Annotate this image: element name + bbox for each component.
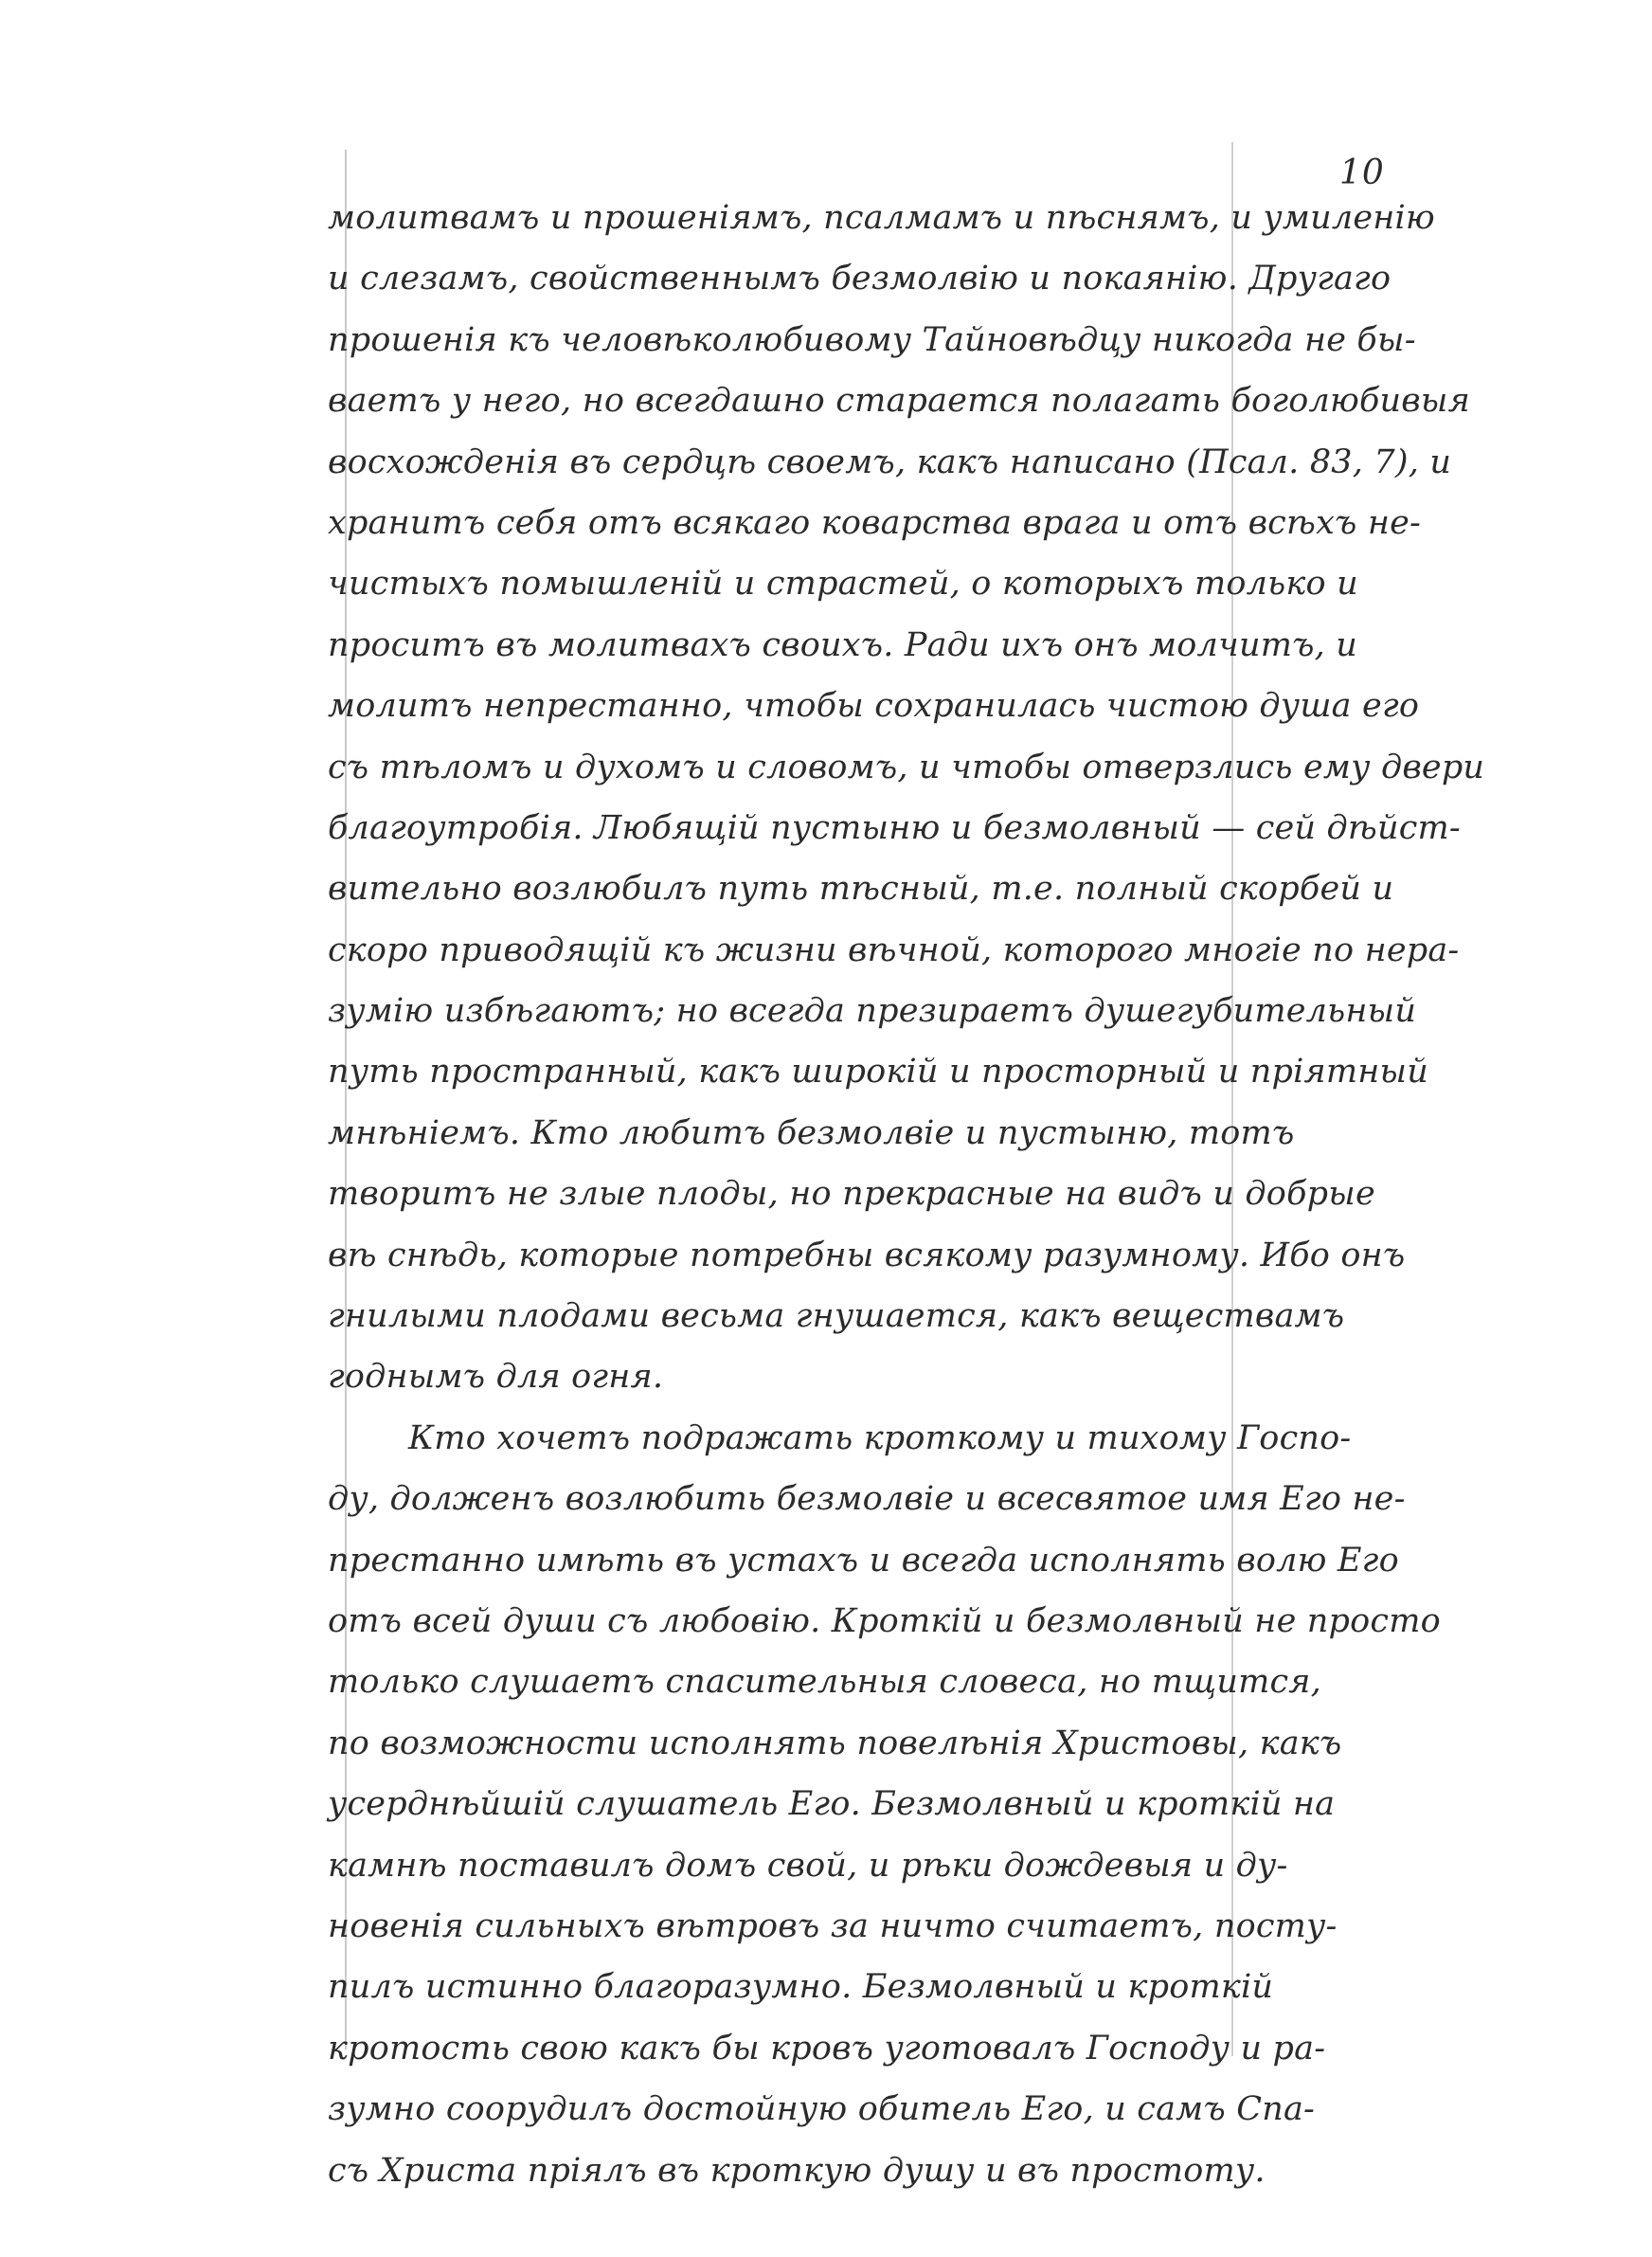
text-line: съ тѣломъ и духомъ и словомъ, и чтобы отверзлись ему двери xyxy=(328,748,1485,786)
text-line: молитъ непрестанно, чтобы сохранилась чистою душа его xyxy=(328,687,1420,726)
text-line: престанно имѣть въ устахъ и всегда исполнять волю Его xyxy=(328,1541,1399,1580)
text-line: гнилыми плодами весьма гнушается, какъ веществамъ xyxy=(328,1297,1345,1336)
text-line: зумію избѣгаютъ; но всегда презираетъ душегубительный xyxy=(328,992,1417,1031)
text-line: новенія сильныхъ вѣтровъ за ничто считаетъ, посту- xyxy=(328,1906,1338,1945)
page-number: 10 xyxy=(1339,153,1385,192)
text-line: благоутробія. Любящій пустыню и безмолвный — сей дѣйст- xyxy=(328,808,1461,847)
text-line: зумно соорудилъ достойную обитель Его, и самъ Спа- xyxy=(328,2090,1316,2129)
text-line: восхожденія въ сердцѣ своемъ, какъ написано (Псал. 83, 7), и xyxy=(328,442,1452,481)
text-line: проситъ въ молитвахъ своихъ. Ради ихъ онъ молчитъ, и xyxy=(328,625,1358,664)
text-line: мнѣнiемъ. Кто любитъ безмолвіе и пустыню, тотъ xyxy=(328,1113,1295,1152)
text-line: ваетъ у него, но всегдашно старается полагать боголюбивыя xyxy=(328,382,1470,421)
text-line: молитвамъ и прошеніямъ, псалмамъ и пѣснямъ, и умиленію xyxy=(328,199,1435,237)
paragraph-start-line: Кто хочетъ подражать кроткому и тихому Госпо- xyxy=(408,1418,1352,1457)
text-line: усерднѣйшій слушатель Его. Безмолвный и кроткій на xyxy=(328,1785,1336,1824)
text-line: творитъ не злые плоды, но прекрасные на видъ и добрые xyxy=(328,1175,1375,1214)
text-line: скоро приводящій къ жизни вѣчной, которого многіе по нера- xyxy=(328,930,1460,969)
text-line: пилъ истинно благоразумно. Безмолвный и кроткій xyxy=(328,1968,1274,2007)
text-line: годнымъ для огня. xyxy=(328,1358,664,1397)
text-line: вѣ снѣдь, которые потребны всякому разумному. Ибо онъ xyxy=(328,1236,1406,1274)
text-line: камнѣ поставилъ домъ свой, и рѣки дождевыя и ду- xyxy=(328,1846,1288,1885)
handwritten-text-block xyxy=(328,188,1485,2201)
text-line: путь пространный, какъ широкій и просторный и пріятный xyxy=(328,1053,1429,1092)
text-line: кротость свою какъ бы кровъ уготовалъ Господу и ра- xyxy=(328,2029,1326,2067)
text-line: и слезамъ, свойственнымъ безмолвію и покаянію. Другаго xyxy=(328,260,1392,298)
text-line: по возможности исполнять повелѣнія Христовы, какъ xyxy=(328,1724,1342,1762)
text-line: вительно возлюбилъ путь тѣсный, т.е. полный скорбей и xyxy=(328,870,1394,909)
text-line: хранитъ себя отъ всякаго коварства врага и отъ всѣхъ не- xyxy=(328,503,1422,542)
text-line: ду, долженъ возлюбить безмолвіе и всесвятое имя Его не- xyxy=(328,1480,1406,1519)
text-line: чистыхъ помышленій и страстей, о которыхъ только и xyxy=(328,565,1358,604)
text-line: съ Христа пріялъ въ кроткую душу и въ простоту. xyxy=(328,2151,1266,2190)
text-line: только слушаетъ спасительныя словеса, но тщится, xyxy=(328,1663,1321,1702)
text-line: прошенія къ человѣколюбивому Тайновѣдцу никогда не бы- xyxy=(328,320,1416,359)
text-line: отъ всей души съ любовію. Кроткій и безмолвный не просто xyxy=(328,1601,1441,1640)
